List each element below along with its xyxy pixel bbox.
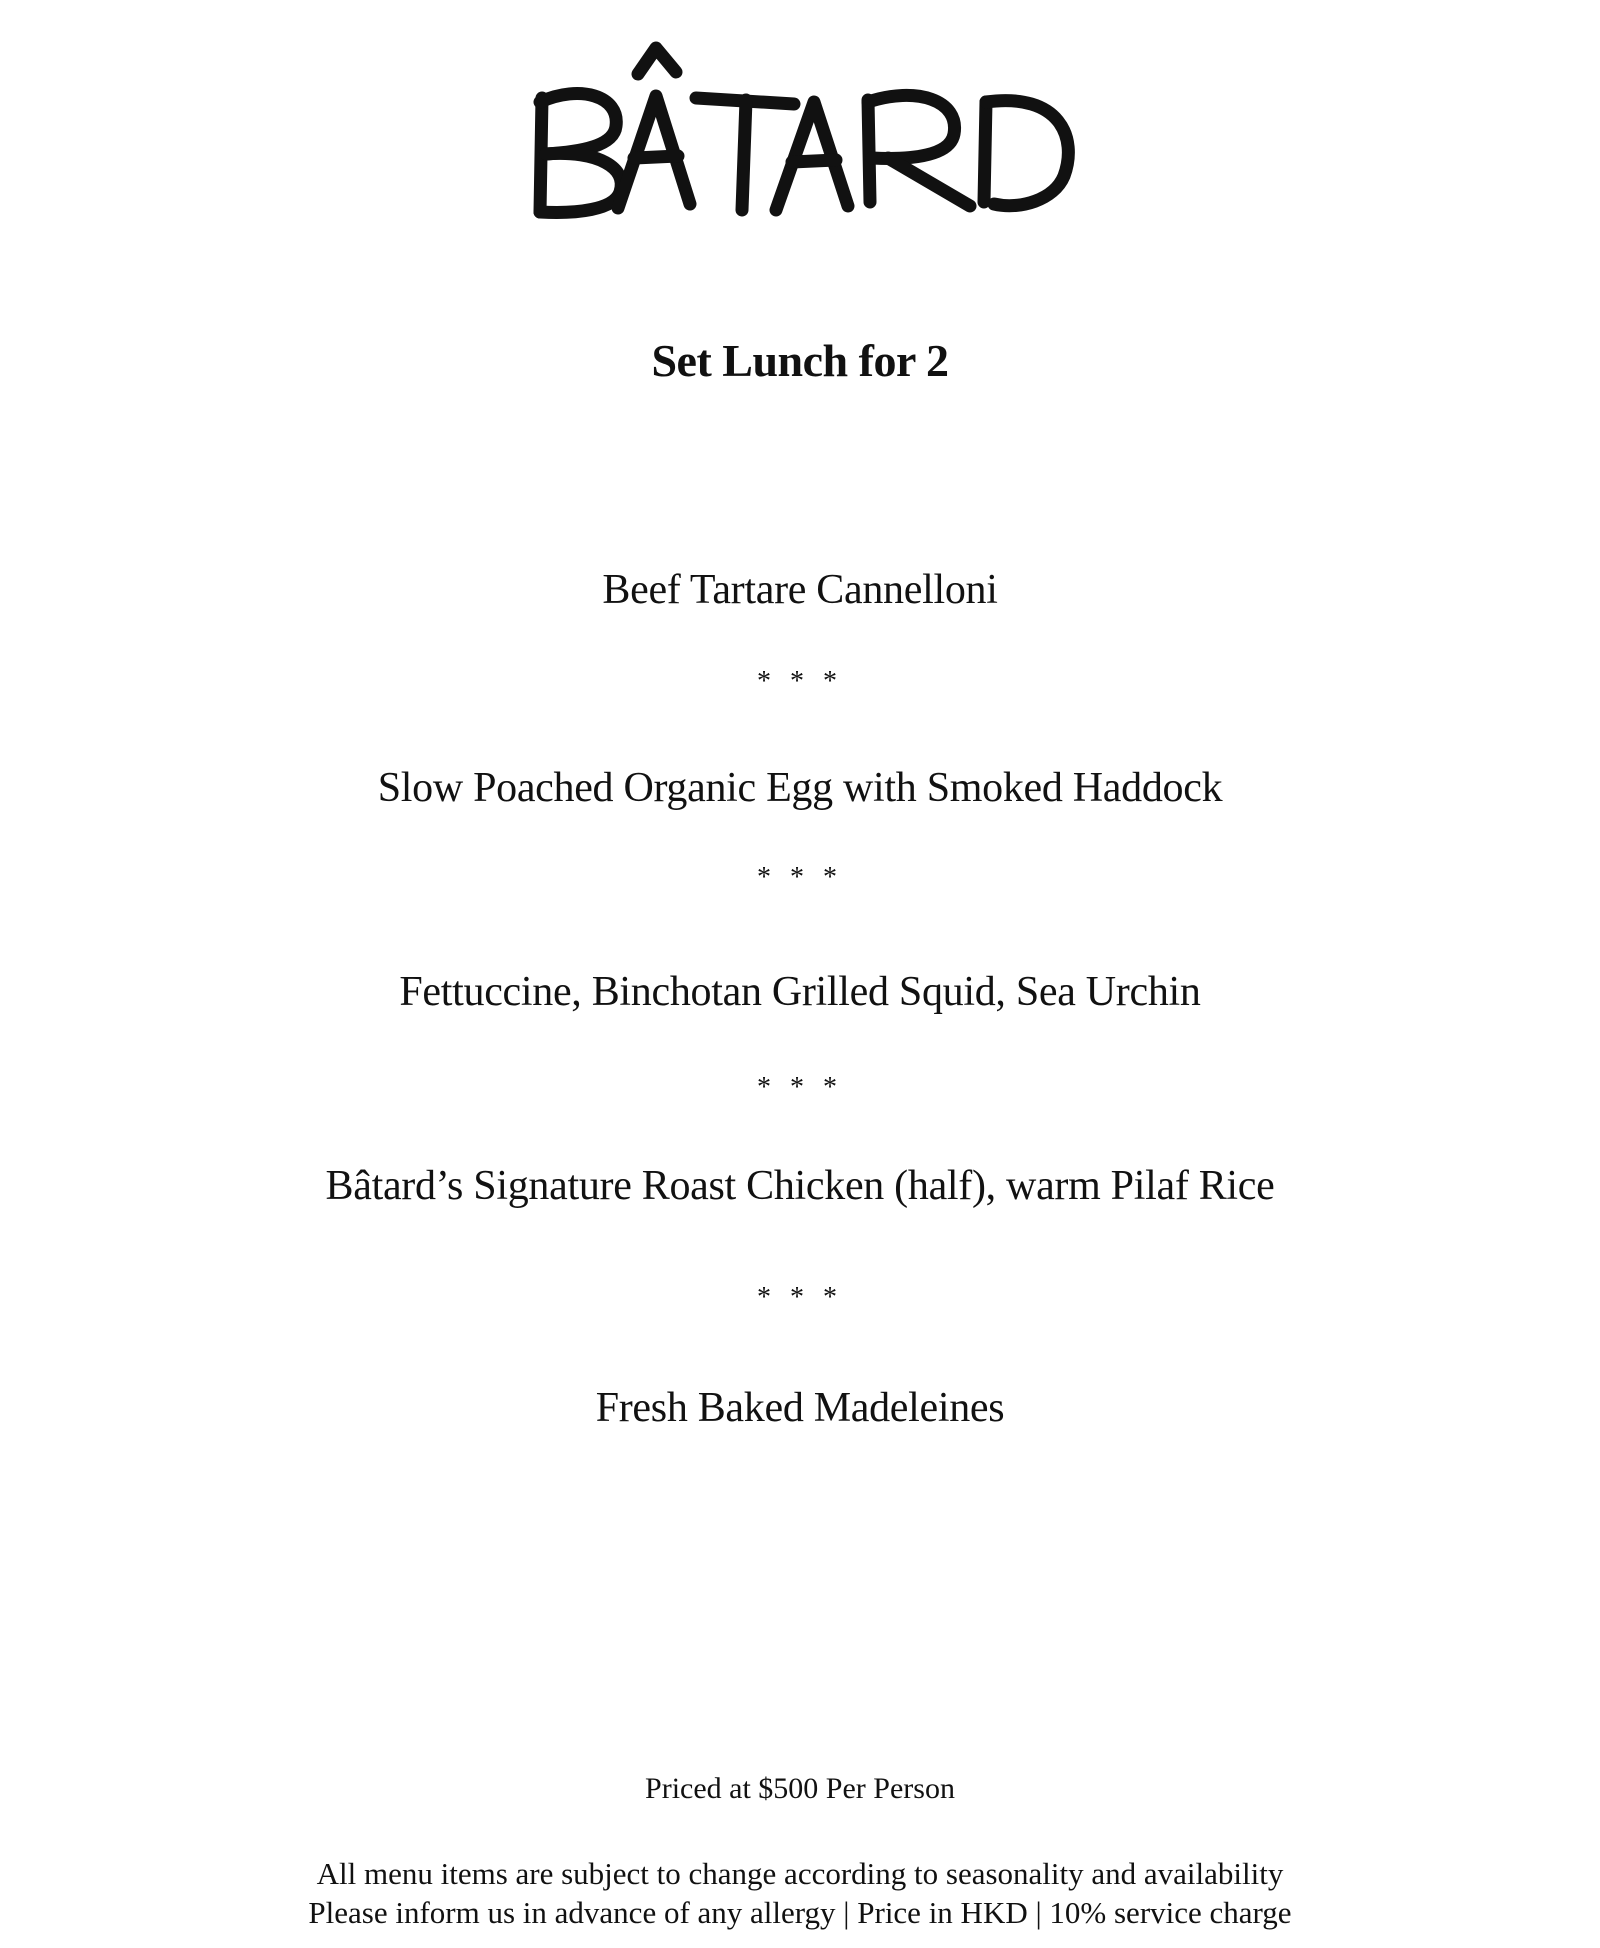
course-item: Fettuccine, Binchotan Grilled Squid, Sea Urchin xyxy=(399,969,1201,1015)
course-item: Bâtard’s Signature Roast Chicken (half), warm Pilaf Rice xyxy=(325,1163,1275,1209)
course-separator: * * * xyxy=(757,1282,843,1313)
footer-note: All menu items are subject to change according to seasonality and availability xyxy=(316,1856,1284,1891)
menu-title: Set Lunch for 2 xyxy=(651,335,949,386)
course-item: Fresh Baked Madeleines xyxy=(595,1385,1005,1431)
footer-note: Please inform us in advance of any allergy | Price in HKD | 10% service charge xyxy=(308,1895,1292,1930)
course-separator: * * * xyxy=(757,1072,843,1103)
course-separator: * * * xyxy=(757,862,843,893)
price-line: Priced at $500 Per Person xyxy=(645,1772,955,1805)
course-separator: * * * xyxy=(757,666,843,697)
restaurant-logo xyxy=(520,18,1080,228)
course-item: Slow Poached Organic Egg with Smoked Haddock xyxy=(377,765,1223,811)
course-item: Beef Tartare Cannelloni xyxy=(602,567,998,613)
